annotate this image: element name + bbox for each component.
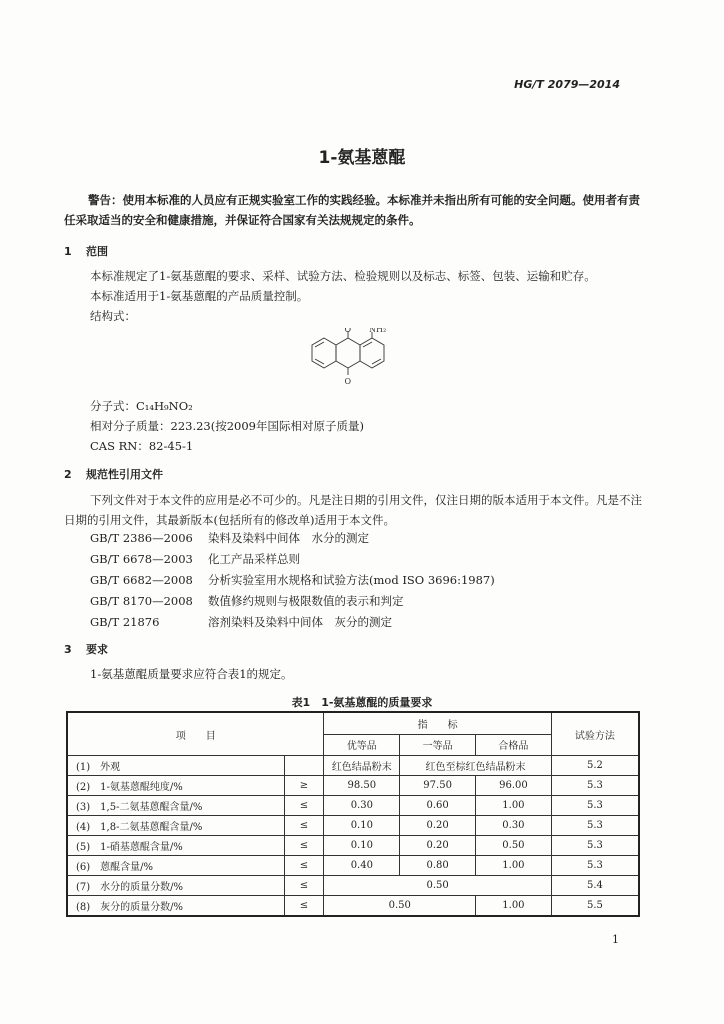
warning-text: 警告：使用本标准的人员应有正规实验室工作的实践经验。本标准并未指出所有可能的安全问题。使用者有责任采取适当的安全和健康措施，并保证符合国家有关法规规定的条件。 <box>64 193 640 227</box>
row-first: 97.50 <box>400 776 476 796</box>
row-first-qualified: 红色至棕红色结晶粉末 <box>400 756 552 776</box>
reference-code: GB/T 6682—2008 <box>90 573 193 587</box>
table-row <box>67 876 639 896</box>
scope-paragraph-2: 本标准适用于1-氨基蒽醌的产品质量控制。 <box>90 289 309 303</box>
row-method: 5.3 <box>551 836 639 856</box>
header-indicator: 指 标 <box>324 712 551 734</box>
section-title: 范围 <box>86 245 108 258</box>
section-number: 3 <box>64 643 72 656</box>
reference-title: 染料及染料中间体 水分的测定 <box>208 531 369 545</box>
section-number: 2 <box>64 468 72 481</box>
reference-item <box>90 551 300 567</box>
section-2-heading <box>64 466 163 482</box>
table-row <box>67 796 639 816</box>
header-grade-premium: 优等品 <box>324 734 400 755</box>
row-first: 0.60 <box>400 796 476 816</box>
row-method: 5.3 <box>551 856 639 876</box>
structural-formula <box>300 328 410 388</box>
row-first: 0.20 <box>400 816 476 836</box>
row-premium: 红色结晶粉末 <box>324 756 400 776</box>
row-method: 5.2 <box>551 756 639 776</box>
reference-code: GB/T 6678—2003 <box>90 552 193 566</box>
scope-paragraph-1: 本标准规定了1-氨基蒽醌的要求、采样、试验方法、检验规则以及标志、标签、包装、运输和贮存。 <box>90 269 596 283</box>
reference-title: 溶剂染料及染料中间体 灰分的测定 <box>208 615 392 629</box>
row-symbol: ≤ <box>284 816 324 836</box>
table-row <box>67 816 639 836</box>
header-method: 试验方法 <box>551 712 639 756</box>
row-method: 5.5 <box>551 896 639 917</box>
row-item: (2) 1-氨基蒽醌纯度/% <box>67 776 284 796</box>
molecular-formula: 分子式：C₁₄H₉NO₂ <box>90 399 193 413</box>
row-item: (1) 外观 <box>67 756 284 776</box>
references-intro: 下列文件对于本文件的应用是必不可少的。凡是注日期的引用文件，仅注日期的版本适用于本文件。凡是不注日期的引用文件，其最新版本(包括所有的修改单)适用于本文件。 <box>64 493 642 527</box>
header-grade-first: 一等品 <box>400 734 476 755</box>
reference-item <box>90 593 404 609</box>
table-row <box>67 776 639 796</box>
row-item: (6) 蒽醌含量/% <box>67 856 284 876</box>
header-grade-qualified: 合格品 <box>476 734 552 755</box>
row-qualified: 1.00 <box>476 796 552 816</box>
row-first: 0.80 <box>400 856 476 876</box>
row-premium: 0.30 <box>324 796 400 816</box>
molecular-mass: 相对分子质量：223.23(按2009年国际相对原子质量) <box>90 419 364 433</box>
amino-label: NH₂ <box>369 328 387 334</box>
row-item: (3) 1,5-二氨基蒽醌含量/% <box>67 796 284 816</box>
row-item: (8) 灰分的质量分数/% <box>67 896 284 917</box>
row-symbol: ≥ <box>284 776 324 796</box>
header-item: 项 目 <box>67 712 324 756</box>
row-symbol: ≤ <box>284 796 324 816</box>
row-method: 5.3 <box>551 796 639 816</box>
reference-title: 化工产品采样总则 <box>208 552 300 566</box>
row-method: 5.4 <box>551 876 639 896</box>
row-symbol <box>284 756 324 776</box>
reference-code: GB/T 2386—2006 <box>90 531 193 545</box>
structure-label: 结构式： <box>90 309 136 323</box>
row-all-grades: 0.50 <box>324 876 551 896</box>
reference-title: 数值修约规则与极限数值的表示和判定 <box>208 594 404 608</box>
row-item: (5) 1-硝基蒽醌含量/% <box>67 836 284 856</box>
row-premium-first: 0.50 <box>324 896 476 917</box>
table-row <box>67 836 639 856</box>
row-premium: 0.40 <box>324 856 400 876</box>
cas-number: CAS RN：82-45-1 <box>90 439 194 453</box>
row-item: (7) 水分的质量分数/% <box>67 876 284 896</box>
row-premium: 0.10 <box>324 816 400 836</box>
row-symbol: ≤ <box>284 836 324 856</box>
row-item: (4) 1,8-二氨基蒽醌含量/% <box>67 816 284 836</box>
row-qualified: 0.30 <box>476 816 552 836</box>
reference-code: GB/T 21876 <box>90 615 160 629</box>
reference-item <box>90 530 369 546</box>
oxygen-top-label: O <box>344 328 352 334</box>
table-header-row <box>67 712 639 734</box>
page-title: 1-氨基蒽醌 <box>318 148 406 168</box>
section-title: 规范性引用文件 <box>86 468 163 481</box>
table-row <box>67 896 639 917</box>
reference-item <box>90 572 495 588</box>
section-3-heading <box>64 641 108 657</box>
requirements-paragraph: 1-氨基蒽醌质量要求应符合表1的规定。 <box>90 667 293 681</box>
page-number: 1 <box>612 933 619 946</box>
quality-requirements-table <box>66 711 640 917</box>
row-first: 0.20 <box>400 836 476 856</box>
reference-code: GB/T 8170—2008 <box>90 594 193 608</box>
row-qualified: 0.50 <box>476 836 552 856</box>
row-symbol: ≤ <box>284 856 324 876</box>
row-premium: 98.50 <box>324 776 400 796</box>
row-qualified: 96.00 <box>476 776 552 796</box>
row-method: 5.3 <box>551 816 639 836</box>
section-title: 要求 <box>86 643 108 656</box>
reference-title: 分析实验室用水规格和试验方法(mod ISO 3696:1987) <box>208 573 495 587</box>
section-1-heading <box>64 243 108 259</box>
row-qualified: 1.00 <box>476 856 552 876</box>
table-row <box>67 756 639 776</box>
reference-item <box>90 614 392 630</box>
row-symbol: ≤ <box>284 896 324 917</box>
row-symbol: ≤ <box>284 876 324 896</box>
section-number: 1 <box>64 245 72 258</box>
row-qualified: 1.00 <box>476 896 552 917</box>
row-method: 5.3 <box>551 776 639 796</box>
standard-code: HG/T 2079—2014 <box>514 78 620 91</box>
row-premium: 0.10 <box>324 836 400 856</box>
table-row <box>67 856 639 876</box>
oxygen-bottom-label: O <box>344 377 352 386</box>
table-caption: 表1 1-氨基蒽醌的质量要求 <box>291 696 433 709</box>
